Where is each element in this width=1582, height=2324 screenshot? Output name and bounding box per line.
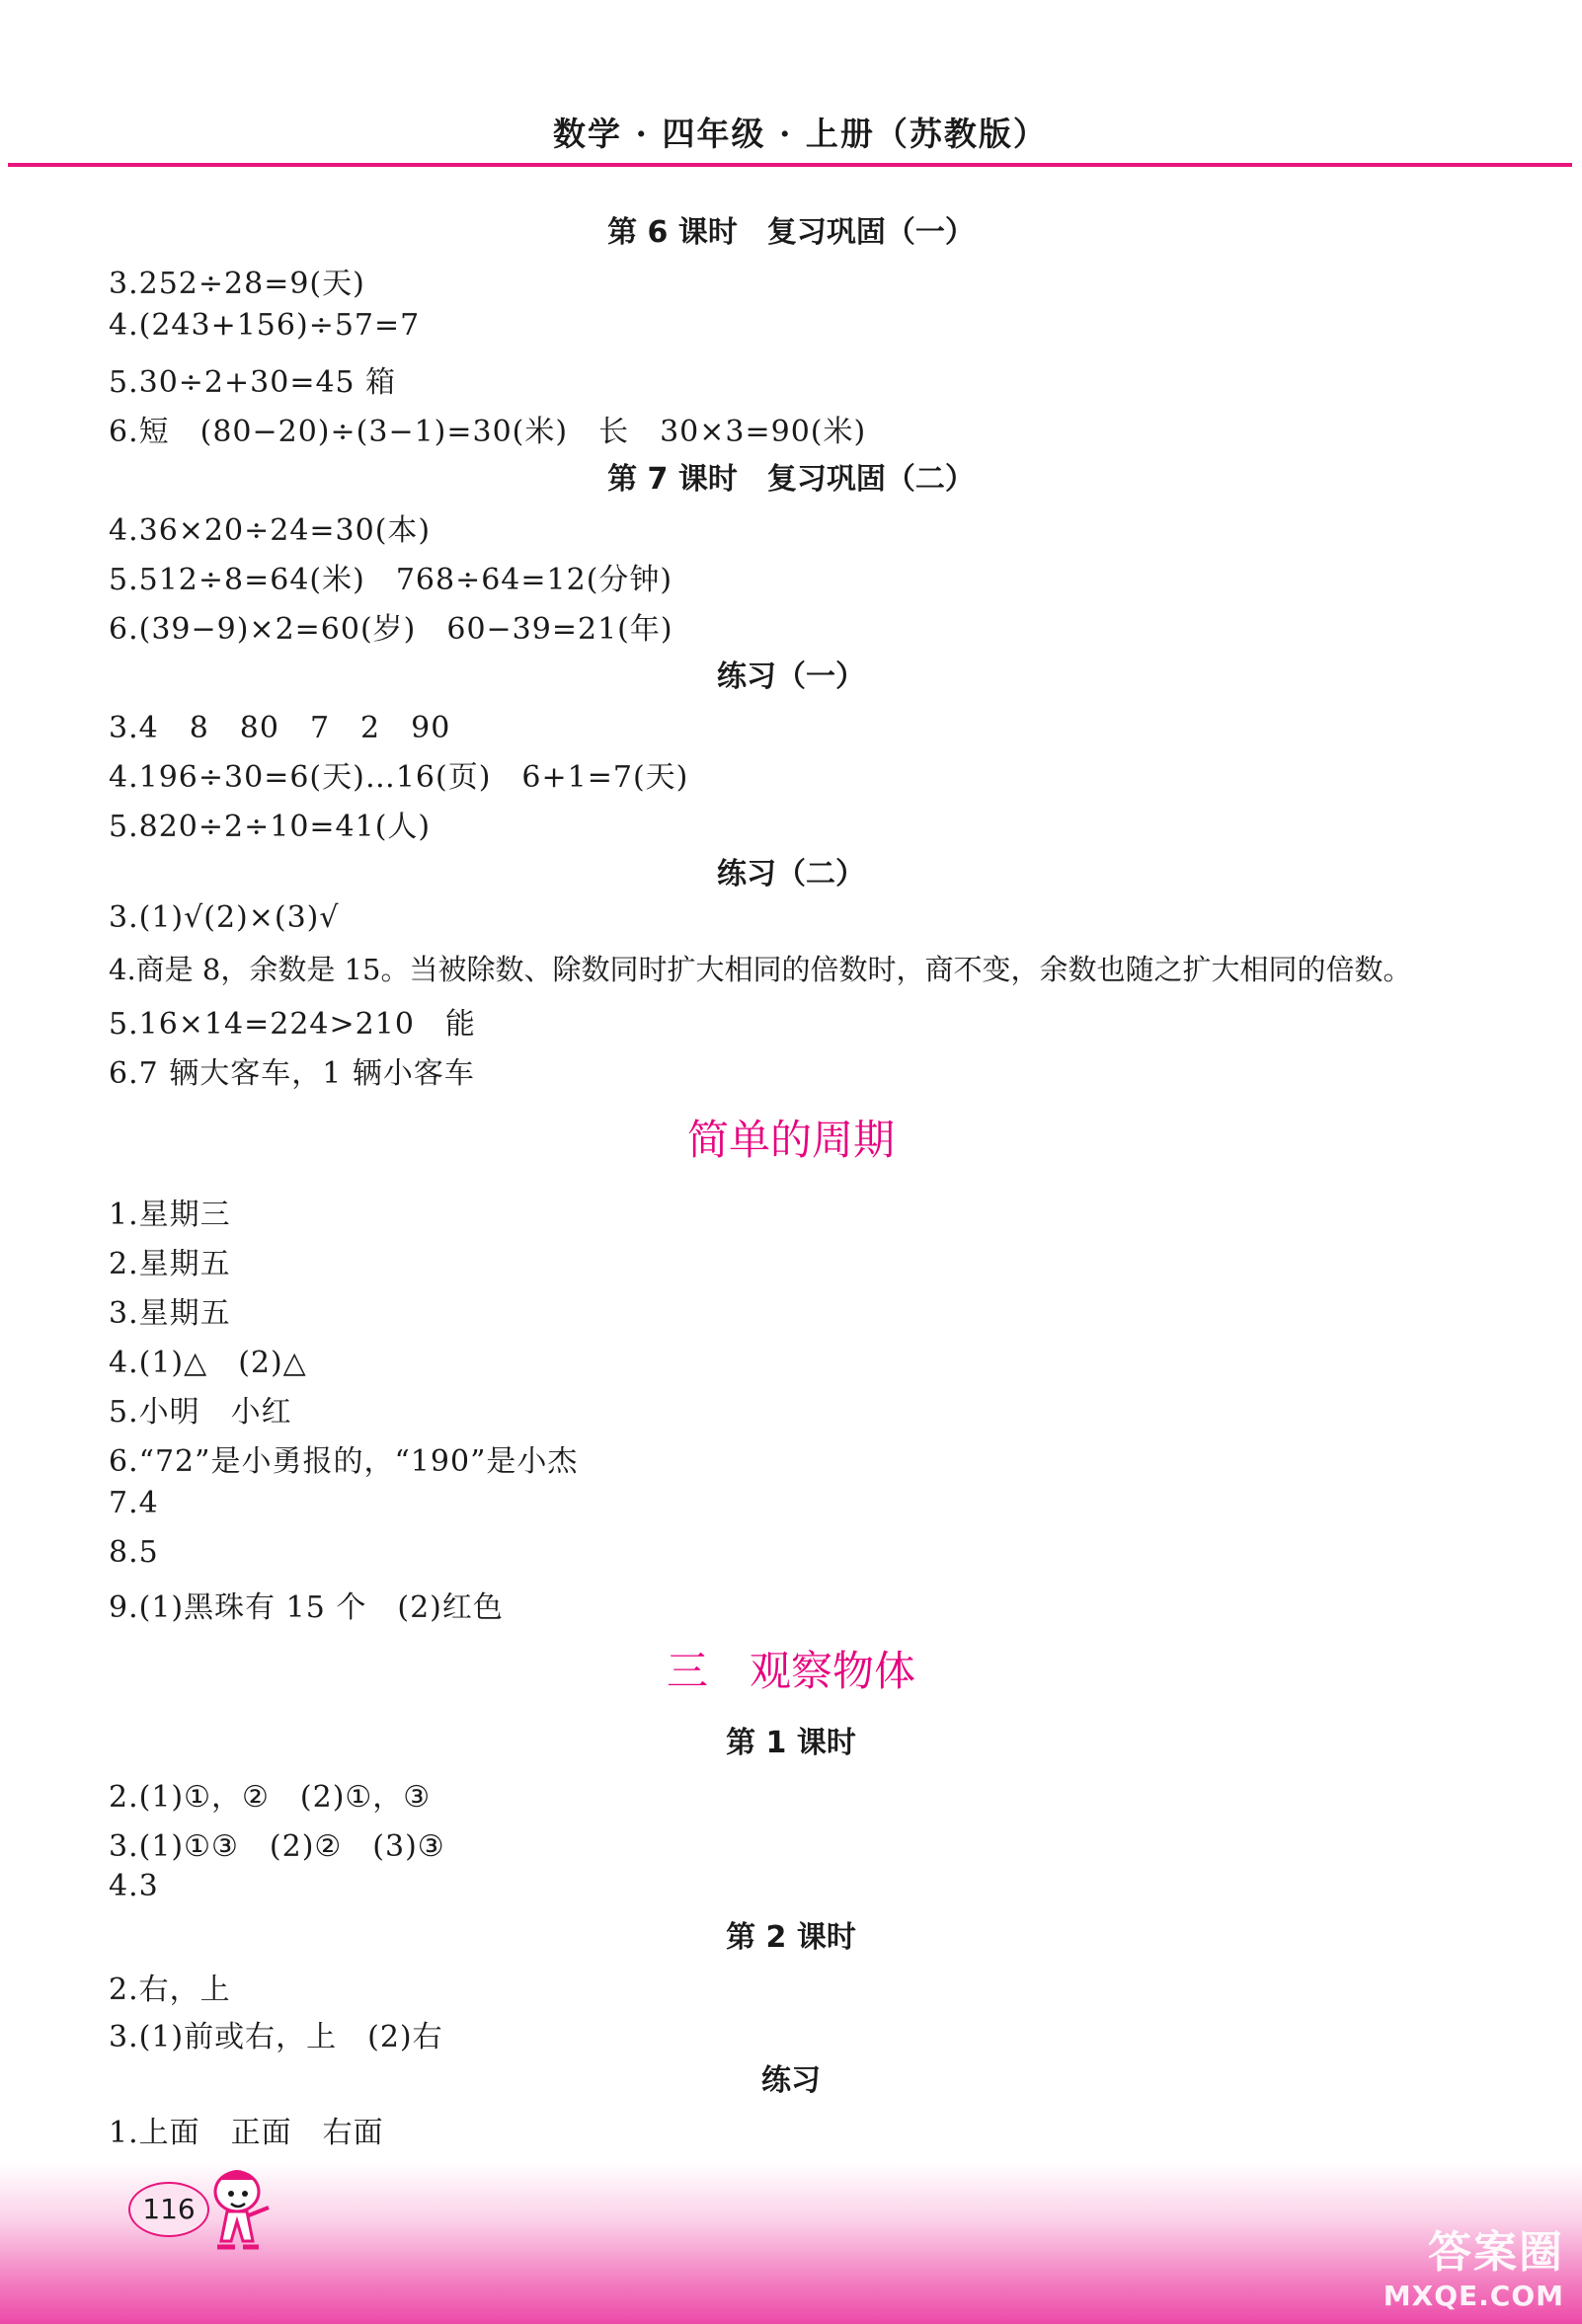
page-number: 116 [128, 2182, 209, 2237]
answer-line: 3.星期五 [109, 1296, 231, 1331]
answer-line: 4.商是 8，余数是 15。当被除数、除数同时扩大相同的倍数时，商不变，余数也随之扩大相同的倍数。 [109, 953, 1412, 986]
lesson-7-title: 第 7 课时 复习巩固（二） [607, 462, 975, 497]
answer-line: 4.196÷30=6(天)…16(页) 6+1=7(天) [109, 760, 689, 795]
answer-line: 4.(1)△ (2)△ [109, 1346, 307, 1380]
answer-line: 5.820÷2÷10=41(人) [109, 810, 432, 844]
answer-line: 5.512÷8=64(米) 768÷64=12(分钟) [109, 563, 673, 597]
answer-line: 1.上面 正面 右面 [109, 2116, 384, 2150]
answer-line: 6.短 (80−20)÷(3−1)=30(米) 长 30×3=90(米) [109, 415, 867, 449]
practice-1-title: 练习（一） [717, 659, 865, 694]
answer-line: 3.(1)√(2)×(3)√ [109, 900, 340, 935]
answer-line: 3.252÷28=9(天) [109, 267, 365, 301]
watermark-url: MXQE.COM [1383, 2280, 1564, 2312]
header-title: 数学 · 四年级 · 上册（苏教版） [553, 115, 1048, 153]
answer-line: 6.“72”是小勇报的，“190”是小杰 [109, 1444, 579, 1479]
answer-line: 4.(243+156)÷57=7 [109, 308, 421, 343]
lesson-1-title: 第 1 课时 [726, 1726, 856, 1760]
section-title-periodic: 简单的周期 [686, 1116, 895, 1164]
header-rule [8, 163, 1572, 167]
answer-line: 3.4 8 80 7 2 90 [109, 711, 451, 745]
answer-line: 6.7 辆大客车，1 辆小客车 [109, 1056, 475, 1091]
answer-line: 2.星期五 [109, 1247, 231, 1281]
answer-line: 3.(1)①③ (2)② (3)③ [109, 1829, 445, 1864]
mascot-icon [198, 2152, 286, 2261]
answer-line: 6.(39−9)×2=60(岁) 60−39=21(年) [109, 612, 673, 647]
watermark [1384, 2216, 1564, 2312]
answer-line: 1.星期三 [109, 1198, 231, 1232]
practice-title: 练习 [761, 2063, 821, 2098]
watermark-logo: 答案圈 [1428, 2227, 1564, 2278]
answer-line: 4.3 [109, 1869, 159, 1903]
answer-line: 4.36×20÷24=30(本) [109, 513, 432, 548]
answer-line: 9.(1)黑珠有 15 个 (2)红色 [109, 1590, 504, 1625]
answer-line: 5.30÷2+30=45 箱 [109, 365, 397, 400]
answer-line: 2.(1)①，② (2)①，③ [109, 1780, 432, 1815]
answer-line: 7.4 [109, 1486, 159, 1520]
lesson-6-title: 第 6 课时 复习巩固（一） [607, 215, 975, 250]
section-title-observe: 三 观察物体 [666, 1647, 915, 1695]
answer-line: 5.16×14=224>210 能 [109, 1007, 476, 1042]
answer-line: 5.小明 小红 [109, 1395, 292, 1430]
lesson-2-title: 第 2 课时 [726, 1920, 856, 1955]
answer-line: 8.5 [109, 1535, 159, 1570]
answer-line: 3.(1)前或右，上 (2)右 [109, 2020, 443, 2054]
answer-line: 2.右，上 [109, 1973, 231, 2007]
practice-2-title: 练习（二） [717, 857, 865, 891]
